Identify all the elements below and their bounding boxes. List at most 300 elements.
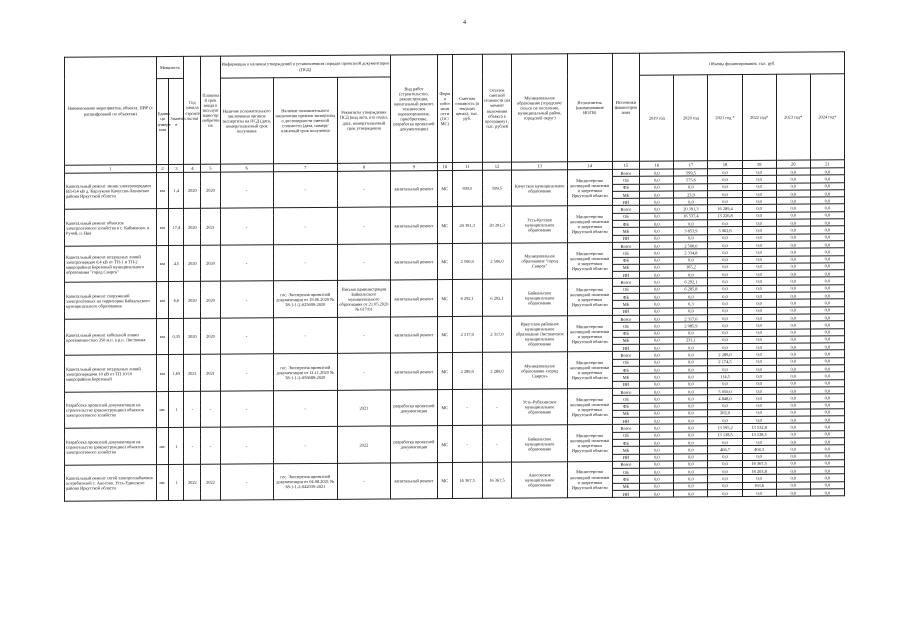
funding-value: 0,0 (674, 468, 708, 476)
row-work-type: капитальный ремонт (390, 462, 437, 499)
funding-value: 6,3 (674, 300, 708, 308)
funding-value: 0,0 (776, 168, 810, 176)
funding-value: 0,0 (810, 387, 844, 395)
funding-value: 0,0 (810, 357, 844, 365)
funding-source: ОБ (612, 432, 640, 439)
funding-value: 0,0 (810, 292, 844, 300)
funding-value: 0,0 (776, 350, 810, 358)
row-remaining: - (482, 425, 512, 462)
funding-value: 0,0 (742, 453, 776, 461)
row-exp-result: - (220, 318, 273, 355)
funding-value: 0,0 (674, 307, 708, 315)
funding-source: ОБ (612, 177, 640, 184)
col-number: 8 (337, 163, 390, 171)
funding-value: 0,0 (640, 410, 674, 418)
funding-value: 0,0 (742, 183, 776, 191)
funding-value: 0,0 (742, 343, 776, 351)
funding-value: 23,9 (674, 191, 708, 199)
funding-value: 0,0 (776, 277, 810, 285)
row-ownership: МС (437, 280, 452, 317)
funding-value: 4 848,0 (708, 395, 742, 403)
funding-value: 0,0 (640, 417, 674, 425)
funding-value: 0,0 (810, 482, 844, 490)
funding-value: 0,0 (776, 219, 810, 227)
row-name: Капитальный ремонт сетей электроснабжения потребителей с. Аносово, Усть-Удинского района Иркутской области (65, 464, 157, 501)
row-approval: - (337, 244, 390, 281)
row-year-plan: 2020 (201, 318, 220, 355)
col-unit-header: Едини ца измере ния (156, 78, 169, 164)
row-year-plan: 2022 (201, 464, 220, 501)
col-number: 14 (567, 161, 612, 169)
funding-source: ФБ (612, 184, 640, 191)
row-year-start: 2021 (184, 355, 201, 392)
table-header (65, 52, 845, 173)
funding-value: 0,0 (742, 358, 776, 366)
funding-value: 0,0 (810, 416, 844, 424)
funding-value: 0,0 (708, 241, 742, 249)
row-exp-cost: гос. Экспертиза проектной документации от 04.08.2021 № 38-1-1-2-042039-2021 (273, 463, 337, 500)
funding-value: 3 853,9 (674, 227, 708, 235)
funding-value: 0,0 (640, 395, 674, 403)
row-unit: км (156, 172, 169, 209)
funding-value: 0,0 (810, 168, 844, 176)
funding-value: 0,0 (708, 190, 742, 198)
funding-value: 0,0 (640, 366, 674, 374)
row-year-start: - (184, 391, 201, 428)
funding-value: 0,0 (776, 438, 810, 446)
row-count: 17,4 (169, 209, 184, 246)
funding-value: 0,0 (640, 446, 674, 454)
row-count: 4,5 (169, 245, 184, 282)
funding-value: 0,0 (742, 285, 776, 293)
row-exp-result: - (220, 427, 273, 464)
funding-value: 0,0 (708, 263, 742, 271)
funding-value: 0,0 (776, 292, 810, 300)
funding-value: 0,0 (810, 467, 844, 475)
funding-value: 0,0 (640, 308, 674, 316)
funding-value: 0,0 (742, 336, 776, 344)
row-exp-result: - (220, 354, 273, 391)
funding-value: 0,0 (776, 329, 810, 337)
funding-source: ФБ (612, 293, 640, 300)
funding-value: 0,0 (810, 255, 844, 263)
funding-source: ОБ (612, 322, 640, 329)
funding-value: 231,1 (674, 337, 708, 345)
row-municipality: Иркутское районное муниципальное образование Листвянское муниципальное образование (512, 316, 567, 353)
funding-value: 0,0 (640, 227, 674, 235)
row-ownership: МС (437, 316, 452, 353)
row-unit: км (156, 209, 169, 246)
row-work-type: капитальный ремонт (390, 207, 437, 244)
funding-value: 2 334,8 (674, 249, 708, 257)
funding-value: 0,0 (708, 417, 742, 425)
funding-value: 16 289,4 (708, 205, 742, 213)
funding-value: 0,0 (640, 249, 674, 257)
funding-value: 0,0 (640, 191, 674, 199)
funding-value: 0,0 (810, 277, 844, 285)
col-number: 18 (708, 160, 742, 168)
funding-value: 0,0 (776, 234, 810, 242)
funding-value: 0,0 (708, 344, 742, 352)
funding-value: 0,0 (640, 220, 674, 228)
funding-source: Всего (612, 279, 640, 286)
funding-value: 6 285,8 (674, 285, 708, 293)
row-year-plan: 2020 (201, 282, 220, 319)
col-year-header: 2020 год (674, 75, 708, 161)
funding-source: ФБ (612, 330, 640, 337)
funding-value: 0,0 (810, 350, 844, 358)
row-unit: шт. (156, 391, 169, 428)
funding-value: 0,0 (640, 322, 674, 330)
col-number: 21 (810, 160, 844, 168)
funding-value: 0,0 (776, 263, 810, 271)
funding-source: Всего (612, 242, 640, 249)
funding-value: 165,2 (674, 264, 708, 272)
funding-value: 0,0 (776, 467, 810, 475)
funding-value: 0,0 (674, 271, 708, 279)
col-year-start-header: Год начала строите льства (184, 56, 201, 164)
funding-value: 0,0 (708, 322, 742, 330)
funding-value: 0,0 (810, 219, 844, 227)
funding-source: Всего (612, 461, 640, 468)
funding-value: 0,0 (674, 373, 708, 381)
funding-value: 0,0 (674, 431, 708, 439)
row-year-start: 2022 (184, 464, 201, 501)
funding-source: МБ (612, 191, 640, 198)
row-name: Капитальный ремонт воздушных линий электропередач 0,4 кВ от ТП-1 и ТП-2 микрорайона Березовый муниципального образования "город Свирск" (65, 246, 157, 283)
row-est-cost: - (452, 426, 482, 463)
funding-source: ФБ (612, 257, 640, 264)
funding-value: 0,0 (776, 321, 810, 329)
row-ownership: МС (437, 426, 452, 463)
funding-source: ОБ (612, 249, 640, 256)
funding-source: ИИ (612, 454, 640, 461)
col-number: 6 (220, 164, 273, 172)
row-municipality: Аносовское муниципальное образование (512, 462, 567, 499)
funding-value: 0,0 (674, 256, 708, 264)
funding-value: 0,0 (810, 190, 844, 198)
funding-value: 0,0 (776, 423, 810, 431)
col-remaining-header: Остаток сметной стоимости (на момент включения объекта в программу) , тыс. рублей (482, 54, 512, 162)
row-exp-cost: - (273, 208, 337, 245)
row-count: 1 (169, 391, 184, 428)
funding-value: 0,0 (776, 489, 810, 497)
funding-source: МБ (612, 301, 640, 308)
col-approval-header: Реквизиты утверждения ПСД (вид акта, кто издал, дата, номер)/плановый срок утверждения (337, 77, 390, 163)
funding-value: 0,0 (708, 198, 742, 206)
row-unit: шт. (156, 464, 169, 501)
row-year-plan: - (201, 391, 220, 428)
row-municipality: Муниципальное образование "город Свирск" (512, 243, 567, 280)
funding-value: 0,0 (708, 438, 742, 446)
funding-value: 0,0 (776, 299, 810, 307)
funding-value: 0,0 (640, 235, 674, 243)
funding-value: 0,0 (742, 321, 776, 329)
row-executor: Министерство жилищной политики и энергетики Иркутской области (567, 388, 612, 425)
funding-source: ИИ (612, 417, 640, 424)
funding-value: 0,0 (640, 205, 674, 213)
funding-value: 0,0 (810, 241, 844, 249)
row-est-cost: 2 289,0 (452, 353, 482, 390)
funding-value: 0,0 (708, 256, 742, 264)
col-count-header: Значени е (169, 78, 184, 164)
funding-value: 0,0 (810, 343, 844, 351)
row-exp-cost: - (273, 244, 337, 281)
row-count: 0,35 (169, 318, 184, 355)
funding-value: 0,0 (810, 306, 844, 314)
row-name: Капитальный ремонт сооружений электросетевых на территории Байкальского муниципального образования (65, 282, 157, 319)
funding-value: 0,0 (640, 169, 674, 177)
funding-value: 0,0 (742, 234, 776, 242)
row-municipality: Качугское муниципальное образование (512, 170, 567, 207)
funding-value: 0,0 (742, 475, 776, 483)
funding-value: 0,0 (708, 468, 742, 476)
funding-value: 0,0 (708, 402, 742, 410)
row-remaining: - (482, 389, 512, 426)
funding-value: 0,0 (674, 380, 708, 388)
funding-value: 0,0 (742, 219, 776, 227)
funding-value: 0,0 (810, 336, 844, 344)
funding-source: Всего (612, 388, 640, 395)
funding-value: 0,0 (776, 190, 810, 198)
row-exp-cost: - (273, 390, 337, 427)
funding-value: 13 128,5 (708, 431, 742, 439)
row-year-start: - (184, 428, 201, 465)
funding-value: 0,0 (776, 474, 810, 482)
funding-value: 0,0 (776, 256, 810, 264)
funding-value: 0,0 (810, 401, 844, 409)
funding-value: 0,0 (708, 329, 742, 337)
funding-value: 0,0 (810, 423, 844, 431)
funding-value: 0,0 (810, 182, 844, 190)
funding-value: 0,0 (708, 475, 742, 483)
funding-value: 163,6 (742, 482, 776, 490)
funding-value: 0,0 (776, 387, 810, 395)
funding-value: 0,0 (640, 381, 674, 389)
row-ownership: МС (437, 171, 452, 208)
funding-value: 0,0 (776, 183, 810, 191)
funding-value: 0,0 (776, 453, 810, 461)
row-remaining: 6 292,1 (482, 280, 512, 317)
funding-value: 0,0 (674, 482, 708, 490)
funding-value: 0,0 (810, 197, 844, 205)
col-number: 10 (437, 163, 452, 171)
funding-value: 0,0 (742, 402, 776, 410)
funding-value: 2 174,5 (708, 358, 742, 366)
funding-value: 0,0 (674, 329, 708, 337)
row-approval: - (337, 207, 390, 244)
funding-value: 2 500,0 (674, 242, 708, 250)
funding-value: 0,0 (742, 278, 776, 286)
funding-source: ИИ (612, 198, 640, 205)
funding-value: 0,0 (674, 344, 708, 352)
funding-value: 0,0 (776, 226, 810, 234)
funding-value: 0,0 (640, 483, 674, 491)
row-exp-cost: гос. Экспертиза проектной документации от 19.06.2020 № 38-1-1-2-025699-2020 (273, 281, 337, 318)
row-est-cost: 2 500,0 (452, 243, 482, 280)
funding-value: 0,0 (810, 270, 844, 278)
funding-value: 0,0 (708, 249, 742, 257)
col-year-header: 2023 год* (776, 74, 810, 160)
funding-value: 0,0 (776, 460, 810, 468)
col-number: 20 (776, 160, 810, 168)
funding-value: 0,0 (708, 366, 742, 374)
funding-value: 0,0 (810, 248, 844, 256)
funding-value: 0,0 (810, 299, 844, 307)
funding-value: 0,0 (776, 402, 810, 410)
row-unit: км (156, 355, 169, 392)
funding-value: 0,0 (776, 270, 810, 278)
col-approval-group-header: Информация о наличии утверждений в установленном порядке проектной документации (ПСД) (220, 55, 390, 78)
funding-value: 0,0 (776, 336, 810, 344)
row-municipality: Усть-Кутское муниципальное образование (512, 206, 567, 243)
col-year-plan-header: Плановы й срок ввода в эксплуат ацию/пр иобретен ия (201, 56, 220, 164)
funding-value: 0,0 (640, 242, 674, 250)
funding-value: 0,0 (742, 190, 776, 198)
funding-value: 0,0 (708, 380, 742, 388)
funding-value: 0,0 (810, 285, 844, 293)
funding-value: 0,0 (640, 468, 674, 476)
col-funding-group-header: Объемы финансирования, тыс. руб. (640, 52, 845, 75)
row-name: Капитальный ремонт линии электропередачи ВЛ-0,4 кВ д. Карлуково Качугско-Левинское района Иркутской области (65, 173, 157, 210)
funding-value: 0,0 (640, 402, 674, 410)
col-number: 3 (169, 164, 184, 172)
funding-value: 0,0 (640, 176, 674, 184)
funding-value: 0,0 (640, 286, 674, 294)
funding-value: 404,3 (742, 446, 776, 454)
row-exp-result: - (220, 391, 273, 428)
funding-value: 0,0 (708, 176, 742, 184)
row-ownership: МС (437, 207, 452, 244)
funding-value: 0,0 (810, 321, 844, 329)
funding-value: 0,0 (674, 358, 708, 366)
funding-value: 0,0 (674, 388, 708, 396)
funding-value: 0,0 (742, 438, 776, 446)
funding-source: МБ (612, 337, 640, 344)
funding-value: 0,0 (810, 394, 844, 402)
funding-value: 13 226,8 (708, 212, 742, 220)
row-year-plan: 2021 (201, 355, 220, 392)
funding-value: 0,0 (742, 489, 776, 497)
row-municipality: Байкальское муниципальное образование (512, 279, 567, 316)
funding-value: 0,0 (810, 489, 844, 497)
row-ownership: МС (437, 389, 452, 426)
funding-value: 0,0 (776, 205, 810, 213)
col-capacity-header: Мощность (156, 56, 184, 78)
funding-value: 0,0 (776, 409, 810, 417)
row-executor: Министерство жилищной политики и энергетики Иркутской области (567, 352, 612, 389)
funding-value: 0,0 (776, 482, 810, 490)
funding-source: ФБ (612, 220, 640, 227)
funding-source: Всего (612, 206, 640, 213)
funding-value: 6 292,1 (674, 278, 708, 286)
funding-source: ФБ (612, 439, 640, 446)
funding-value: 0,0 (674, 293, 708, 301)
funding-value: 0,0 (708, 482, 742, 490)
row-executor: Министерство жилищной политики и энергетики Иркутской области (567, 425, 612, 462)
row-work-type: разработка проектной документации (390, 426, 437, 463)
row-name: Разработка проектной документации на строительство (реконструкцию) объектов электросетевого хозяйства (65, 428, 157, 465)
funding-value: 16 203,8 (742, 467, 776, 475)
funding-value: 0,0 (776, 343, 810, 351)
funding-value: 0,0 (742, 249, 776, 257)
funding-value: 0,0 (810, 226, 844, 234)
row-year-start: 2020 (184, 209, 201, 246)
row-exp-cost: гос. Экспертиза проектной документации от 11.11.2020 № 38-1-1-2-056689-2020 (273, 354, 337, 391)
funding-value: 0,0 (810, 175, 844, 183)
row-year-plan: 2021 (201, 209, 220, 246)
col-number: 12 (482, 162, 512, 170)
funding-value: 0,0 (742, 365, 776, 373)
funding-value: 0,0 (810, 372, 844, 380)
funding-value: 0,0 (674, 220, 708, 228)
funding-value: 0,0 (742, 292, 776, 300)
funding-value: 466,7 (708, 446, 742, 454)
funding-value: 0,0 (708, 271, 742, 279)
row-work-type: капитальный ремонт (390, 280, 437, 317)
row-year-start: 2020 (184, 282, 201, 319)
funding-value: 0,0 (674, 475, 708, 483)
funding-value: 0,0 (776, 431, 810, 439)
funding-value: 13 128,5 (742, 431, 776, 439)
funding-value: 0,0 (640, 475, 674, 483)
funding-value: 202,0 (708, 409, 742, 417)
funding-value: 0,0 (708, 285, 742, 293)
funding-value: 0,0 (708, 460, 742, 468)
funding-value: 0,0 (674, 234, 708, 242)
row-est-cost: 2 317,0 (452, 316, 482, 353)
row-count: 1,4 (169, 172, 184, 209)
row-exp-result: - (220, 464, 273, 501)
funding-value: 0,0 (640, 373, 674, 381)
funding-value: 0,0 (708, 336, 742, 344)
col-exp-cost-header: Наличие положительного заключения органов экспертизы о достоверности сметной стоимости (дата, номер)/плановый срок получения (273, 77, 337, 163)
row-work-type: капитальный ремонт (390, 317, 437, 354)
funding-value: 0,0 (742, 270, 776, 278)
funding-value: 0,0 (640, 293, 674, 301)
row-unit: км (156, 282, 169, 319)
funding-value: 16 367,5 (742, 460, 776, 468)
row-count: 1 (169, 428, 184, 465)
row-est-cost: 16 367,5 (452, 462, 482, 499)
row-exp-cost: - (273, 171, 337, 208)
funding-value: 0,0 (674, 183, 708, 191)
funding-value: 0,0 (742, 409, 776, 417)
row-count: 6,6 (169, 282, 184, 319)
funding-value: 0,0 (776, 241, 810, 249)
funding-value: 0,0 (708, 314, 742, 322)
funding-value: 0,0 (674, 351, 708, 359)
funding-value: 13 595,2 (708, 424, 742, 432)
row-year-start: 2020 (184, 318, 201, 355)
row-work-type: капитальный ремонт (390, 171, 437, 208)
funding-source: МБ (612, 228, 640, 235)
col-number: 5 (201, 164, 220, 172)
row-unit: км (156, 318, 169, 355)
funding-value: 0,0 (640, 344, 674, 352)
funding-value: 0,0 (742, 394, 776, 402)
funding-source: ИИ (612, 235, 640, 242)
funding-source: ИИ (612, 271, 640, 278)
funding-value: 0,0 (742, 373, 776, 381)
row-remaining: 20 391,3 (482, 207, 512, 244)
row-exp-result: - (220, 208, 273, 245)
row-unit: км (156, 245, 169, 282)
funding-source: Всего (612, 425, 640, 432)
col-number: 1 (65, 165, 157, 174)
funding-value: 0,0 (640, 461, 674, 469)
funding-source: ИИ (612, 381, 640, 388)
